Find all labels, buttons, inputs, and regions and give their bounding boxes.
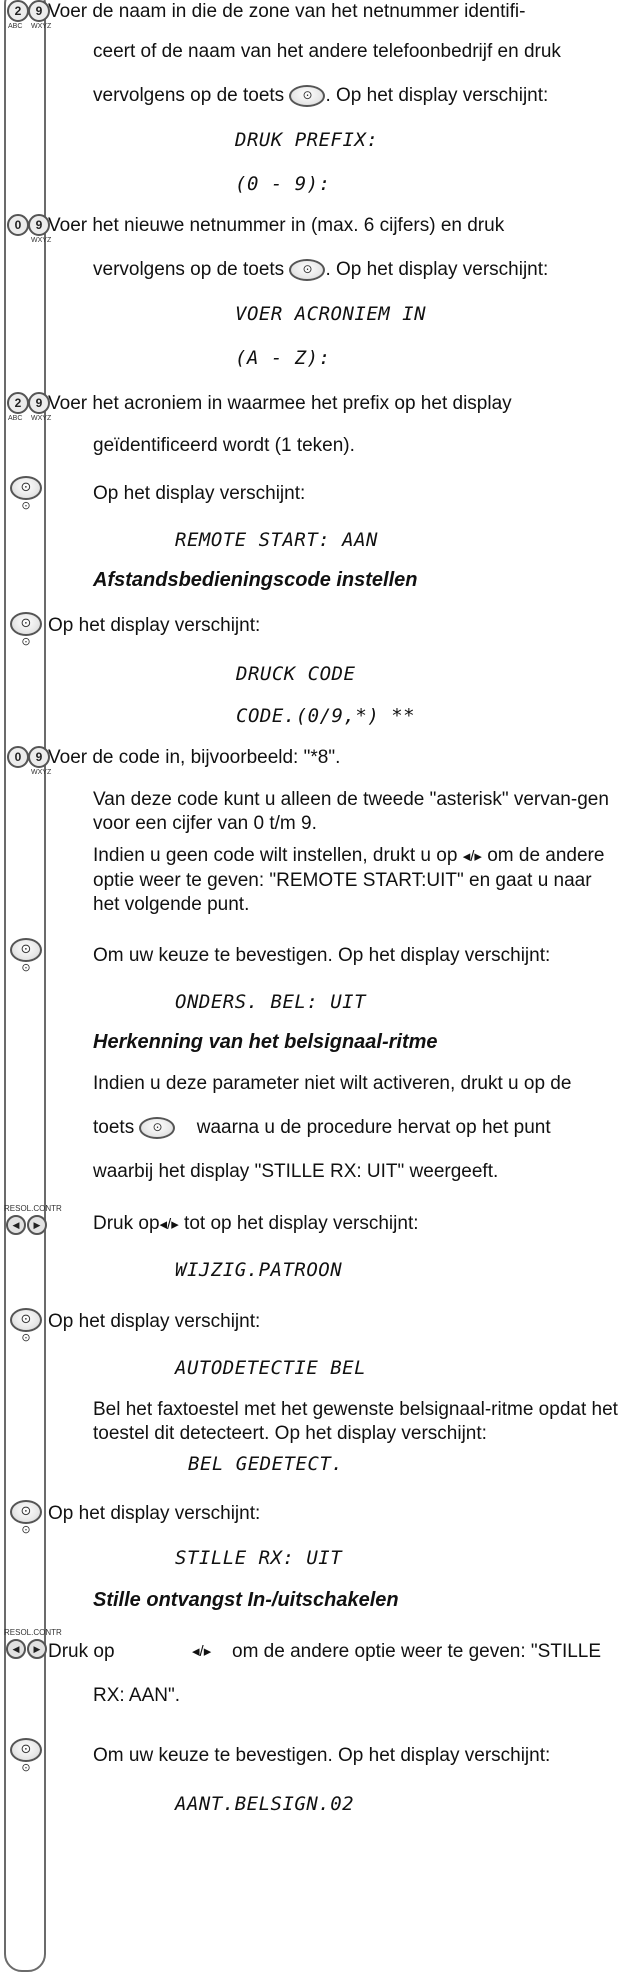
display-text: VOER ACRONIEM IN <box>235 303 427 325</box>
keypad-2-9-icon <box>6 392 52 426</box>
text-line: waarbij het display "STILLE RX: UIT" weergeeft. <box>93 1161 499 1182</box>
ok-key-icon: ⊙ ⊙ <box>8 1308 44 1344</box>
ok-key-icon: ⊙ <box>289 259 325 281</box>
ok-key-icon: ⊙ ⊙ <box>8 1500 44 1536</box>
key-2-icon: 2 <box>7 392 29 414</box>
display-text: (0 - 9): <box>235 173 331 195</box>
ok-key-icon: ⊙ ⊙ <box>8 938 44 974</box>
text-line: Op het display verschijnt: <box>93 483 306 504</box>
display-text: WIJZIG.PATROON <box>175 1259 343 1281</box>
text-segment: tot op het display verschijnt: <box>184 1213 419 1234</box>
text-segment: vervolgens op de toets <box>93 85 285 106</box>
text-line: Voer de code in, bijvoorbeeld: "*8". <box>48 747 341 768</box>
left-right-arrows-icon: ◂/▸ <box>462 848 482 865</box>
display-text: BEL GEDETECT. <box>188 1453 344 1475</box>
text-segment: . Op het display verschijnt: <box>325 85 549 106</box>
display-text: ONDERS. BEL: UIT <box>175 991 367 1013</box>
text-segment: Druk op <box>93 1213 160 1234</box>
left-right-arrows-icon: ◂/▸ <box>192 1643 212 1660</box>
text-line: Voer het acroniem in waarmee het prefix op het display <box>48 393 512 414</box>
nav-keys-caption: RESOL.CONTR <box>4 1628 62 1637</box>
text-line: Voer het nieuwe netnummer in (max. 6 cijfers) en druk <box>48 215 505 236</box>
text-paragraph: Van deze code kunt u alleen de tweede "asterisk" vervan-gen voor een cijfer van 0 t/m 9. <box>93 789 609 834</box>
text-line: RX: AAN". <box>93 1685 180 1706</box>
display-text: (A - Z): <box>235 347 331 369</box>
key-wxyz-label: WXYZ <box>31 769 52 776</box>
ok-key-icon: ⊙ ⊙ <box>8 1738 44 1774</box>
text-line: Voer de naam in die de zone van het netnummer identifi- <box>48 1 526 22</box>
sidebar-rail <box>4 0 46 1972</box>
text-paragraph <box>93 844 613 917</box>
text-line: Op het display verschijnt: <box>48 1503 261 1524</box>
text-line: ceert of de naam van het andere telefoonbedrijf en druk <box>93 41 561 62</box>
section-heading: Afstandsbedieningscode instellen <box>93 569 418 591</box>
nav-keys-icon <box>4 1204 62 1240</box>
key-abc-label: ABC <box>8 415 23 422</box>
text-segment: waarna u de procedure hervat op het punt <box>196 1117 551 1138</box>
right-key-icon: ▶ <box>27 1639 47 1659</box>
key-wxyz-label: WXYZ <box>31 415 52 422</box>
text-paragraph: Bel het faxtoestel met het gewenste belsignaal-ritme opdat het toestel dit detecteert. Op het display verschijnt: <box>93 1399 618 1444</box>
key-9-icon: 9 <box>28 0 50 22</box>
ok-key-icon: ⊙ <box>139 1117 175 1139</box>
display-text: AANT.BELSIGN.02 <box>175 1793 355 1815</box>
nav-keys-caption: RESOL.CONTR <box>4 1204 62 1213</box>
text-segment: vervolgens op de toets <box>93 259 285 280</box>
key-wxyz-label: WXYZ <box>31 237 52 244</box>
text-line: Op het display verschijnt: <box>48 615 261 636</box>
display-text: DRUCK CODE <box>236 663 356 685</box>
ok-key-icon: ⊙ ⊙ <box>8 476 44 512</box>
text-line <box>93 1116 551 1140</box>
section-heading: Herkenning van het belsignaal-ritme <box>93 1031 438 1053</box>
text-line: Op het display verschijnt: <box>48 1311 261 1332</box>
text-segment: Indien u geen code wilt instellen, drukt u op <box>93 845 458 866</box>
text-line: om de andere optie weer te geven: "STILLE <box>232 1641 602 1662</box>
key-9-icon: 9 <box>28 392 50 414</box>
left-key-icon: ◀ <box>6 1215 26 1235</box>
key-9-icon: 9 <box>28 746 50 768</box>
keypad-2-9-icon <box>6 0 52 34</box>
key-abc-label: ABC <box>8 23 23 30</box>
text-line <box>93 84 548 108</box>
text-line <box>93 1212 419 1237</box>
text-line: Om uw keuze te bevestigen. Op het display verschijnt: <box>93 945 551 966</box>
ok-key-icon: ⊙ <box>289 85 325 107</box>
text-line: Indien u deze parameter niet wilt activeren, drukt u op de <box>93 1073 572 1094</box>
key-9-icon: 9 <box>28 214 50 236</box>
display-text: REMOTE START: AAN <box>175 529 378 551</box>
text-line <box>93 258 548 282</box>
left-key-icon: ◀ <box>6 1639 26 1659</box>
left-right-arrows-icon: ◂/▸ <box>159 1216 179 1233</box>
key-0-icon: 0 <box>7 746 29 768</box>
nav-keys-icon <box>4 1628 62 1664</box>
key-0-icon: 0 <box>7 214 29 236</box>
display-text: DRUK PREFIX: <box>235 129 379 151</box>
display-text: CODE.(0/9,*) ** <box>236 705 416 727</box>
keypad-0-9-icon <box>6 214 52 248</box>
section-heading: Stille ontvangst In-/uitschakelen <box>93 1589 399 1611</box>
text-segment: om de andere optie weer te geven: "REMOTE START:UIT" en gaat u naar het volgende punt. <box>93 845 605 915</box>
text-line: Om uw keuze te bevestigen. Op het display verschijnt: <box>93 1745 551 1766</box>
display-text: STILLE RX: UIT <box>175 1547 343 1569</box>
keypad-0-9-icon <box>6 746 52 780</box>
display-text: AUTODETECTIE BEL <box>175 1357 367 1379</box>
key-2-icon: 2 <box>7 0 29 22</box>
text-segment: . Op het display verschijnt: <box>325 259 549 280</box>
text-line: Druk op <box>48 1641 115 1662</box>
text-line: geïdentificeerd wordt (1 teken). <box>93 435 355 456</box>
right-key-icon: ▶ <box>27 1215 47 1235</box>
ok-key-icon: ⊙ ⊙ <box>8 612 44 648</box>
key-wxyz-label: WXYZ <box>31 23 52 30</box>
text-segment: toets <box>93 1117 135 1138</box>
